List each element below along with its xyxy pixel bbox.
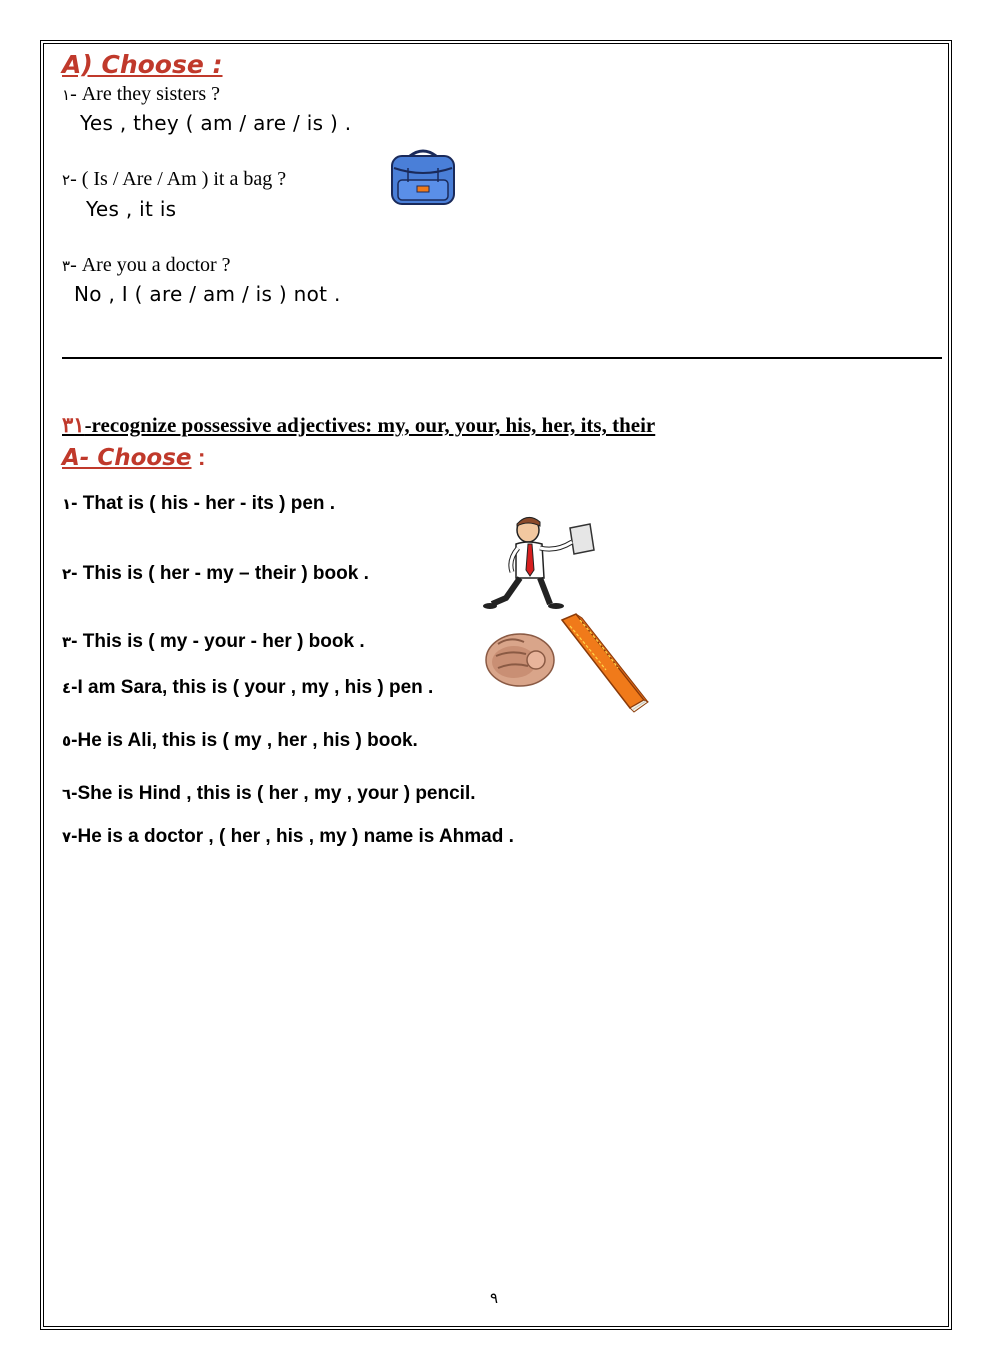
answer-2: Yes , it is — [86, 197, 177, 221]
backpack-illustration — [388, 146, 458, 208]
question-number: ٢ — [62, 171, 71, 189]
question-text: - Are they sisters ? — [70, 83, 221, 105]
section-number: ٣١ — [62, 413, 85, 437]
question-number: ٣ — [62, 257, 71, 275]
exercise-item-4 — [62, 677, 433, 699]
item-text: -She is Hind , this is ( her , my , your ) pencil. — [71, 783, 476, 804]
section-title-text: -recognize possessive adjectives: my, our, your, his, her, its, their — [84, 413, 656, 437]
item-number: ٥ — [62, 732, 72, 750]
man-holding-paper-illustration — [482, 512, 606, 612]
book-illustration — [556, 612, 652, 716]
exercise-item-6 — [62, 783, 476, 805]
question-number: ١ — [62, 86, 71, 104]
item-text: - This is ( my - your - her ) book . — [71, 631, 365, 652]
exercise-item-3 — [62, 631, 365, 653]
item-text: - That is ( his - her - its ) pen . — [71, 493, 336, 514]
question-1 — [62, 83, 220, 106]
item-number: ٣ — [62, 633, 72, 651]
exercise-item-1 — [62, 493, 335, 515]
subheading-text: A- Choose — [62, 445, 192, 471]
item-number: ٢ — [62, 565, 72, 583]
item-text: -He is a doctor , ( her , his , my ) name is Ahmad . — [71, 826, 514, 847]
item-number: ٦ — [62, 785, 72, 803]
exercise-item-2 — [62, 563, 369, 585]
exercise-item-5 — [62, 730, 418, 752]
exercise-item-7 — [62, 826, 514, 848]
item-text: - This is ( her - my – their ) book . — [71, 563, 369, 584]
page-number: ٩ — [490, 1289, 499, 1307]
question-text: - Are you a doctor ? — [70, 254, 231, 276]
item-number: ١ — [62, 495, 72, 513]
section-b-subheading — [62, 444, 206, 471]
item-number: ٤ — [62, 679, 72, 697]
item-number: ٧ — [62, 828, 72, 846]
question-2 — [62, 168, 286, 191]
pointing-hand-illustration — [480, 622, 558, 692]
question-3 — [62, 254, 231, 277]
item-text: -I am Sara, this is ( your , my , his ) pen . — [71, 677, 434, 698]
section-divider — [62, 357, 942, 359]
section-b-title — [62, 413, 655, 438]
section-a-heading: A) Choose : — [62, 50, 223, 79]
subheading-colon: : — [191, 444, 206, 470]
question-text: - ( Is / Are / Am ) it a bag ? — [70, 168, 287, 190]
answer-3: No , I ( are / am / is ) not . — [74, 282, 341, 306]
item-text: -He is Ali, this is ( my , her , his ) book. — [71, 730, 418, 751]
answer-1: Yes , they ( am / are / is ) . — [80, 111, 352, 135]
